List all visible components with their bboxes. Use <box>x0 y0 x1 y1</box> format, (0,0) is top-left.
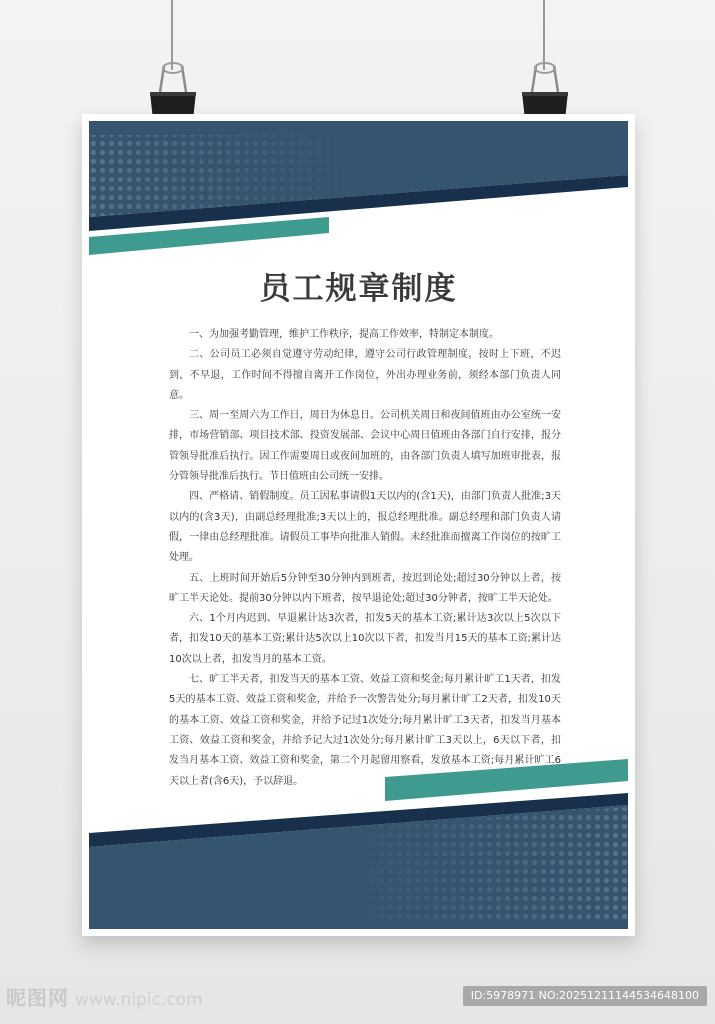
footer-decoration <box>89 759 628 929</box>
rule-paragraph-2: 二、公司员工必须自觉遵守劳动纪律，遵守公司行政管理制度，按时上下班，不迟到，不早退，工作时间不得擅自离开工作岗位，外出办理业务前，须经本部门负责人同意。 <box>169 349 561 401</box>
rule-paragraph-7: 七、旷工半天者，扣发当天的基本工资、效益工资和奖金;每月累计旷工1天者，扣发5天的基本工资、效益工资和奖金，并给予一次警告处分;每月累计旷工2天者，扣发10天的基本工资、效益工资和奖金，并给予记过1次处分;每月累计旷工3天者，扣发当月基本工资、效益工资和奖金，并给予记大过1次处分;每月累计旷工3天以上，6天以下者，扣发当月基本工资、效益工资和奖金，第二个月起留用察看，发放基本工资;每月累计旷工6天以上者(含6天)，予以辞退。 <box>169 674 561 787</box>
rule-paragraph-6: 六、1个月内迟到、早退累计达3次者，扣发5天的基本工资;累计达3次以上5次以下者，扣发10天的基本工资;累计达5次以上10次以下者，扣发当月15天的基本工资;累计达10次以上者，扣发当月的基本工资。 <box>169 613 561 665</box>
page-title: 员工规章制度 <box>259 271 458 307</box>
rules-body <box>169 325 561 792</box>
rule-paragraph-3: 三、周一至周六为工作日，周日为休息日。公司机关周日和夜间值班由办公室统一安排，市场营销部、项目技术部、投资发展部、会议中心周日值班由各部门自行安排，报分管领导批准后执行。因工作需要周日或夜间加班的，由各部门负责人填写加班审批表，报分管领导批准后执行。节日值班由公司统一安排。 <box>169 410 561 483</box>
image-id-badge: ID:5978971 NO:20251211144534648100 <box>463 986 707 1006</box>
header-decoration <box>89 121 628 261</box>
hanging-wire-right <box>543 0 545 70</box>
binder-clip-right-icon <box>518 62 572 122</box>
poster <box>82 114 635 936</box>
hanging-wire-left <box>171 0 173 70</box>
watermark-logo-text: 昵图网 <box>6 986 69 1010</box>
watermark-logo <box>6 982 203 1011</box>
rule-paragraph-1: 一、为加强考勤管理，维护工作秩序，提高工作效率，特制定本制度。 <box>189 329 499 340</box>
binder-clip-left-icon <box>146 62 200 122</box>
watermark-url: www.nipic.com <box>75 990 203 1010</box>
rule-paragraph-5: 五、上班时间开始后5分钟至30分钟内到班者，按迟到论处;超过30分钟以上者，按旷工半天论处。提前30分钟以内下班者，按早退论处;超过30分钟者，按旷工半天论处。 <box>169 572 561 604</box>
poster-frame <box>89 121 628 929</box>
rule-paragraph-4: 四、严格请、销假制度。员工因私事请假1天以内的(含1天)，由部门负责人批准;3天以内的(含3天)，由副总经理批准;3天以上的，报总经理批准。副总经理和部门负责人请假，一律由总经理批准。请假员工事毕向批准人销假。未经批准而擅离工作岗位的按旷工处理。 <box>169 491 561 564</box>
